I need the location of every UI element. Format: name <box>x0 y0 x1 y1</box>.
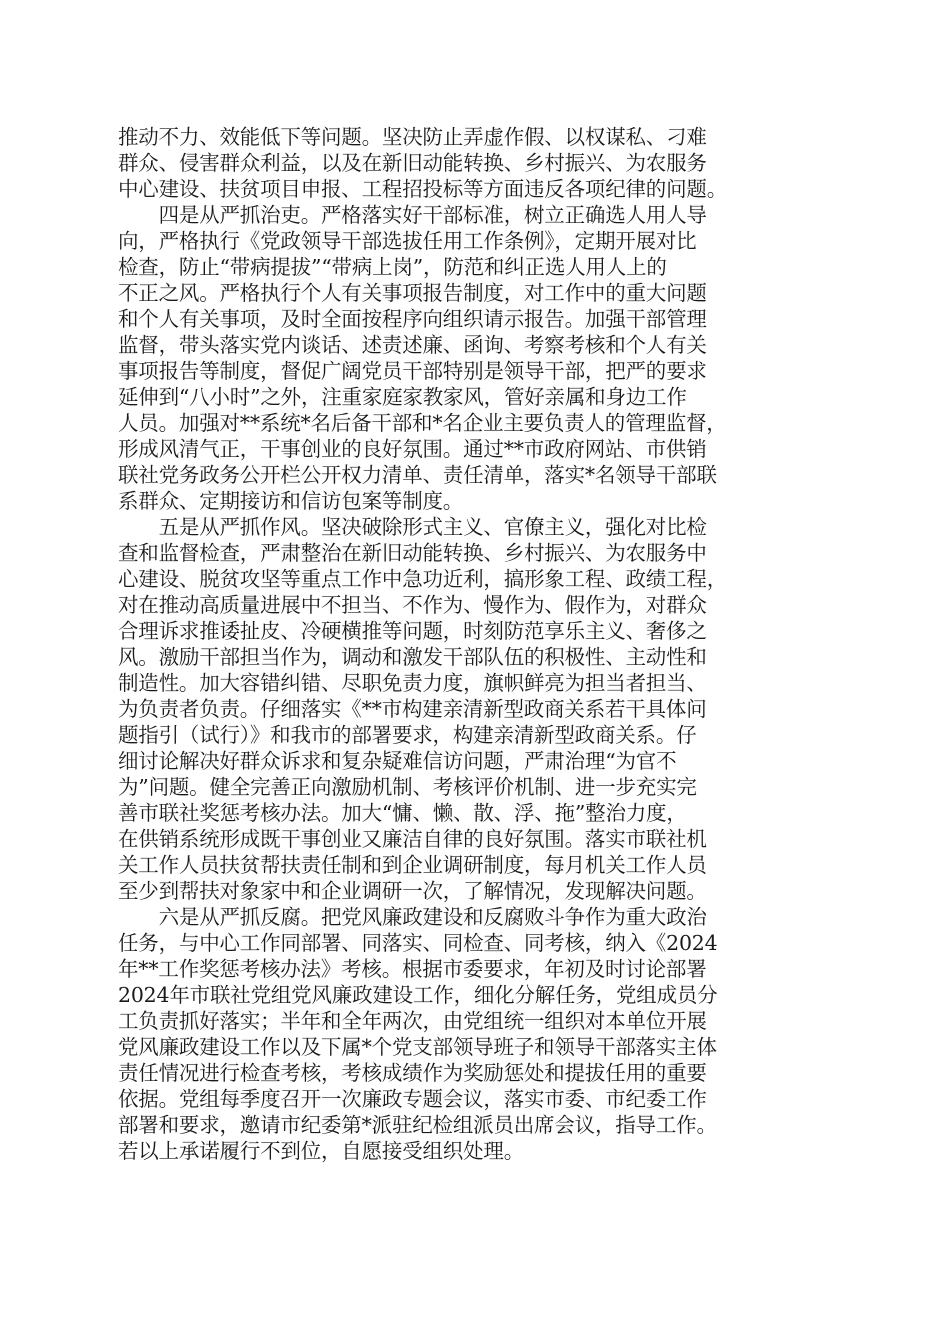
text-line: 查和监督检查，严肃整治在新旧动能转换、乡村振兴、为农服务中 <box>118 541 707 565</box>
text-line: 五是从严抓作风。坚决破除形式主义、官僚主义，强化对比检 <box>118 515 707 539</box>
text-line: 在供销系统形成既干事创业又廉洁自律的良好氛围。落实市联社机 <box>118 827 707 851</box>
text-line: 2024年市联社党组党风廉政建设工作，细化分解任务，党组成员分 <box>118 983 718 1007</box>
text-line: 六是从严抓反腐。把党风廉政建设和反腐败斗争作为重大政治 <box>118 905 707 929</box>
text-line: 制造性。加大容错纠错、尽职免责力度，旗帜鲜亮为担当者担当、 <box>118 671 707 695</box>
text-line: 向，严格执行《党政领导干部选拔任用工作条例》，定期开展对比 <box>118 229 697 253</box>
text-line: 不正之风。严格执行个人有关事项报告制度，对工作中的重大问题 <box>118 281 707 305</box>
text-line: 风。激励干部担当作为，调动和激发干部队伍的积极性、主动性和 <box>118 645 707 669</box>
text-line: 至少到帮扶对象家中和企业调研一次，了解情况，发现解决问题。 <box>118 879 707 903</box>
text-line: 关工作人员扶贫帮扶责任制和到企业调研制度，每月机关工作人员 <box>118 853 707 877</box>
text-line: 合理诉求推诿扯皮、冷硬横推等问题，时刻防范享乐主义、奢侈之 <box>118 619 707 643</box>
text-line: 细讨论解决好群众诉求和复杂疑难信访问题，严肃治理“为官不 <box>118 749 677 773</box>
text-line: 依据。党组每季度召开一次廉政专题会议，落实市委、市纪委工作 <box>118 1087 707 1111</box>
text-line: 中心建设、扶贫项目申报、工程招投标等方面违反各项纪律的问题。 <box>118 177 727 201</box>
text-line: 四是从严抓治吏。严格落实好干部标准，树立正确选人用人导 <box>118 203 707 227</box>
text-line: 和个人有关事项，及时全面按程序向组织请示报告。加强干部管理 <box>118 307 707 331</box>
text-line: 对在推动高质量进展中不担当、不作为、慢作为、假作为，对群众 <box>118 593 707 617</box>
text-line: 部署和要求，邀请市纪委第*派驻纪检组派员出席会议，指导工作。 <box>118 1113 717 1137</box>
text-line: 联社党务政务公开栏公开权力清单、责任清单，落实*名领导干部联 <box>118 463 717 487</box>
text-line: 推动不力、效能低下等问题。坚决防止弄虚作假、以权谋私、刁难 <box>118 125 707 149</box>
text-line: 监督，带头落实党内谈话、述责述廉、函询、考察考核和个人有关 <box>118 333 707 357</box>
text-line: 心建设、脱贫攻坚等重点工作中急功近利，搞形象工程、政绩工程， <box>118 567 727 591</box>
text-line: 系群众、定期接访和信访包案等制度。 <box>118 489 464 513</box>
text-line: 为负责者负责。仔细落实《**市构建亲清新型政商关系若干具体问 <box>118 697 707 721</box>
text-line: 题指引（试行）》和我市的部署要求，构建亲清新型政商关系。仔 <box>118 723 697 747</box>
text-line: 若以上承诺履行不到位，自愿接受组织处理。 <box>118 1139 524 1163</box>
text-line: 为”问题。健全完善正向激励机制、考核评价机制、进一步充实完 <box>118 775 697 799</box>
text-line: 延伸到“八小时”之外，注重家庭家教家风，管好亲属和身边工作 <box>118 385 687 409</box>
document-body <box>118 124 834 1164</box>
text-line: 人员。加强对**系统*名后备干部和*名企业主要负责人的管理监督， <box>118 411 727 435</box>
text-line: 检查，防止“带病提拔”“带病上岗”，防范和纠正选人用人上的 <box>118 255 667 279</box>
text-line: 任务，与中心工作同部署、同落实、同检查、同考核，纳入《2024 <box>118 931 718 955</box>
text-line: 形成风清气正，干事创业的良好氛围。通过**市政府网站、市供销 <box>118 437 707 461</box>
text-line: 善市联社奖惩考核办法。加大“慵、懒、散、浮、拖”整治力度， <box>118 801 687 825</box>
text-line: 事项报告等制度，督促广阔党员干部特别是领导干部，把严的要求 <box>118 359 707 383</box>
text-line: 党风廉政建设工作以及下属*个党支部领导班子和领导干部落实主体 <box>118 1035 717 1059</box>
text-line: 工负责抓好落实；半年和全年两次，由党组统一组织对本单位开展 <box>118 1009 707 1033</box>
text-line: 责任情况进行检查考核，考核成绩作为奖励惩处和提拔任用的重要 <box>118 1061 707 1085</box>
text-line: 年**工作奖惩考核办法》考核。根据市委要求，年初及时讨论部署 <box>118 957 707 981</box>
text-line: 群众、侵害群众利益，以及在新旧动能转换、乡村振兴、为农服务 <box>118 151 707 175</box>
